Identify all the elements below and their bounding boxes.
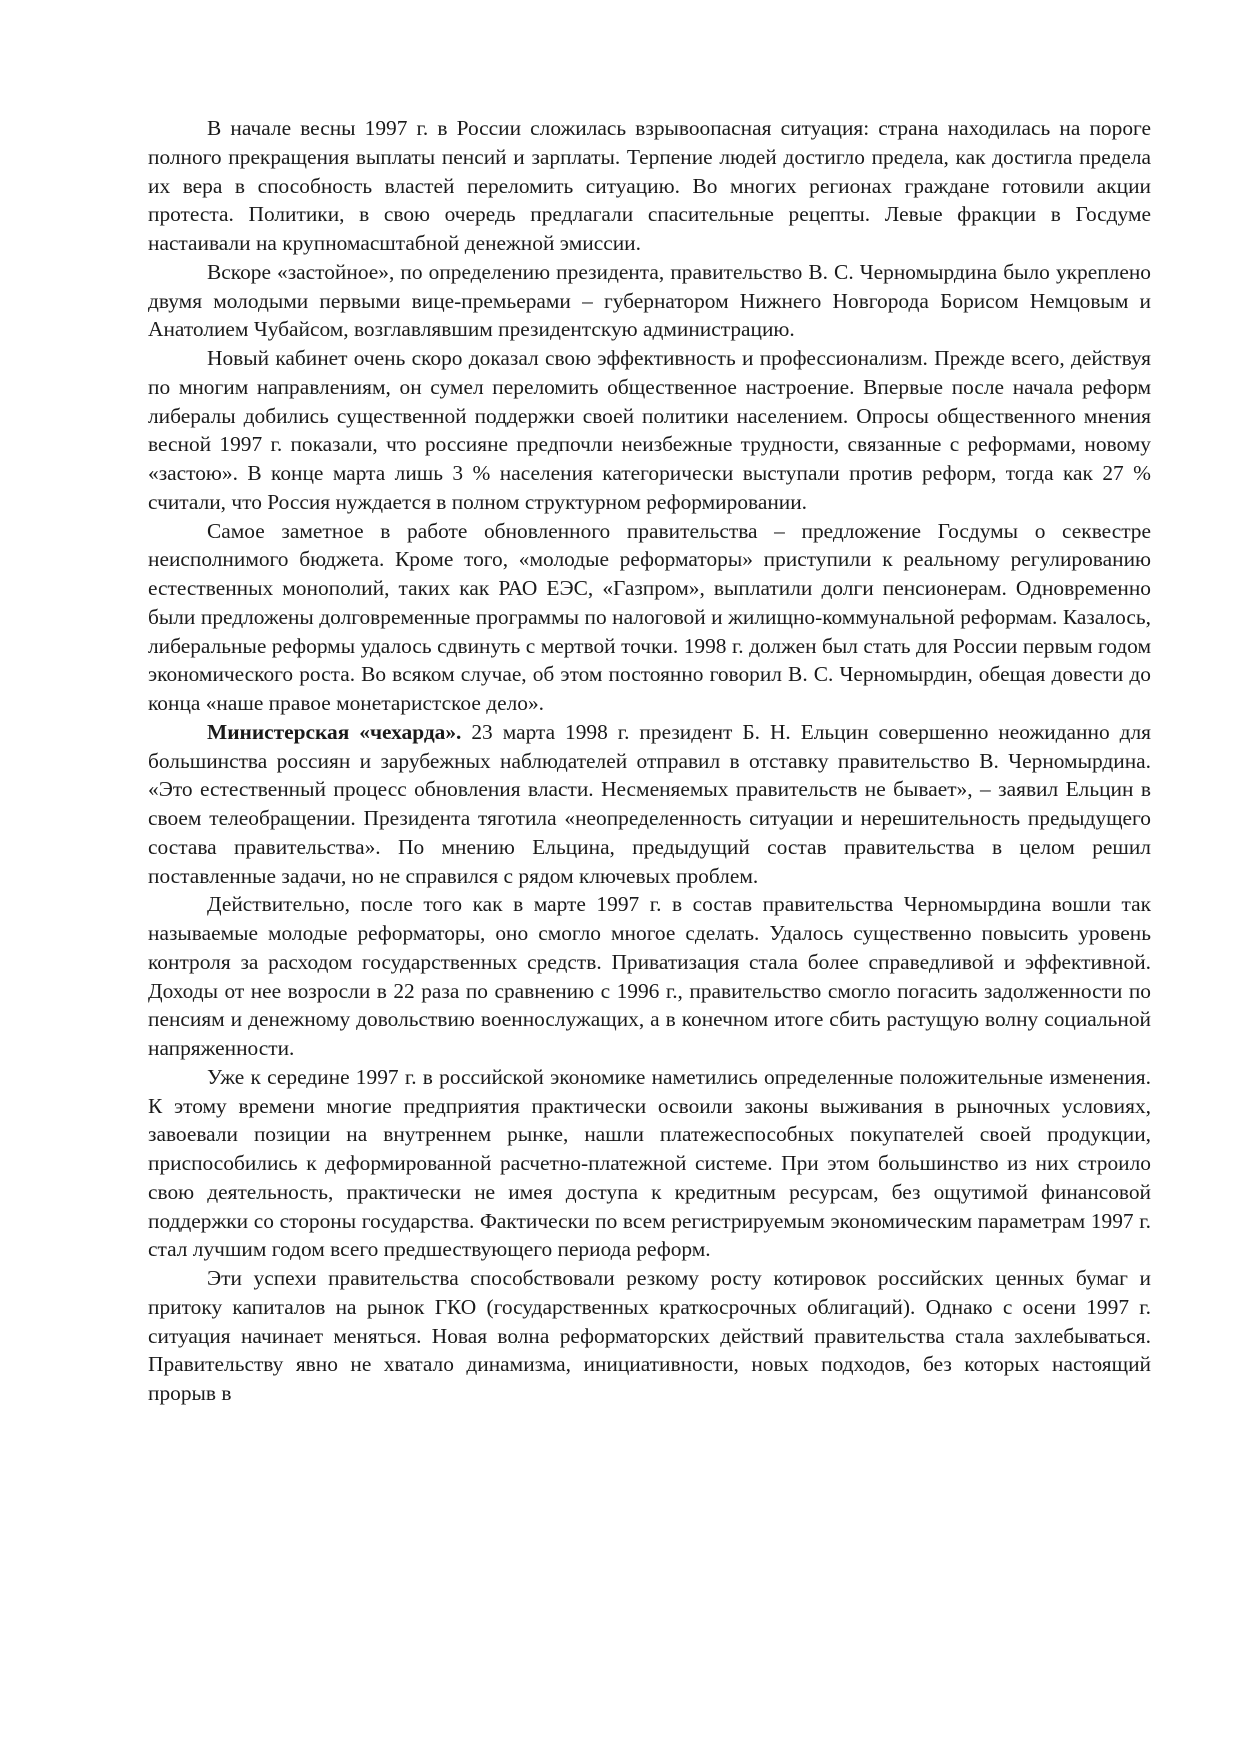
paragraph-text: Действительно, после того как в марте 1997 г. в состав правительства Черномырдина вошли так называемые молодые реформаторы, оно смогло многое сделать. Удалось существенно повысить уровень контроля за расходом государственных средств. Приватизация стала более справедливой и эффективной. Доходы от нее возросли в 22 раза по сравнению с 1996 г., правительство смогло погасить задолженности по пенсиям и денежному довольствию военнослужащих, а в конечном итоге сбить растущую волну социальной напряженности. [148, 892, 1151, 1060]
paragraph-text: Вскоре «застойное», по определению президента, правительство В. С. Черномырдина было укреплено двумя молодыми первыми вице-премьерами – губернатором Нижнего Новгорода Борисом Немцовым и Анатолием Чубайсом, возглавлявшим президентскую администрацию. [148, 259, 1151, 342]
paragraph-6 [148, 890, 1151, 1063]
paragraph-4 [148, 517, 1151, 718]
paragraph-2 [148, 258, 1151, 344]
paragraph-text: Самое заметное в работе обновленного правительства – предложение Госдумы о секвестре неисполнимого бюджета. Кроме того, «молодые реформаторы» приступили к реальному регулированию естественных монополий, таких как РАО ЕЭС, «Газпром», выплатили долги пенсионерам. Одновременно были предложены долговременные программы по налоговой и жилищно-коммунальной реформам. Казалось, либеральные реформы удалось сдвинуть с мертвой точки. 1998 г. должен был стать для России первым годом экономического роста. Во всяком случае, об этом постоянно говорил В. С. Черномырдин, обещая довести до конца «наше правое монетаристское дело». [148, 518, 1151, 715]
paragraph-text: В начале весны 1997 г. в России сложилась взрывоопасная ситуация: страна находилась на пороге полного прекращения выплаты пенсий и зарплаты. Терпение людей достигло предела, как достигла предела их вера в способность властей переломить ситуацию. Во многих регионах граждане готовили акции протеста. Политики, в свою очередь предлагали спасительные рецепты. Левые фракции в Госдуме настаивали на крупномасштабной денежной эмиссии. [148, 116, 1151, 255]
paragraph-7 [148, 1063, 1151, 1264]
paragraph-5 [148, 718, 1151, 891]
paragraph-1 [148, 114, 1151, 258]
paragraph-text: Новый кабинет очень скоро доказал свою эффективность и профессионализм. Прежде всего, действуя по многим направлениям, он сумел переломить общественное настроение. Впервые после начала реформ либералы добились существенной поддержки своей политики населением. Опросы общественного мнения весной 1997 г. показали, что россияне предпочли неизбежные трудности, связанные с реформами, новому «застою». В конце марта лишь 3 % населения категорически выступали против реформ, тогда как 27 % считали, что Россия нуждается в полном структурном реформировании. [148, 346, 1151, 514]
paragraph-8 [148, 1264, 1151, 1408]
paragraph-text: Эти успехи правительства способствовали резкому росту котировок российских ценных бумаг и притоку капиталов на рынок ГКО (государственных краткосрочных облигаций). Однако с осени 1997 г. ситуация начинает меняться. Новая волна реформаторских действий правительства стала захлебываться. Правительству явно не хватало динамизма, инициативности, новых подходов, без которых настоящий прорыв в [148, 1266, 1151, 1405]
paragraph-3 [148, 344, 1151, 517]
section-heading: Министерская «чехарда». [207, 719, 462, 744]
paragraph-text: Уже к середине 1997 г. в российской экономике наметились определенные положительные изменения. К этому времени многие предприятия практически освоили законы выживания в рыночных условиях, завоевали позиции на внутреннем рынке, нашли платежеспособных покупателей своей продукции, приспособились к деформированной расчетно-платежной системе. При этом большинство из них строило свою деятельность, практически не имея доступа к кредитным ресурсам, без ощутимой финансовой поддержки со стороны государства. Фактически по всем регистрируемым экономическим параметрам 1997 г. стал лучшим годом всего предшествующего периода реформ. [148, 1064, 1151, 1262]
document-page [148, 114, 1151, 1408]
paragraph-text: 23 марта 1998 г. президент Б. Н. Ельцин совершенно неожиданно для большинства россиян и зарубежных наблюдателей отправил в отставку правительство В. Черномырдина. «Это естественный процесс обновления власти. Несменяемых правительств не бывает», – заявил Ельцин в своем телеобращении. Президента тяготила «неопределенность ситуации и нерешительность предыдущего состава правительства». По мнению Ельцина, предыдущий состав правительства в целом решил поставленные задачи, но не справился с рядом ключевых проблем. [148, 719, 1151, 888]
